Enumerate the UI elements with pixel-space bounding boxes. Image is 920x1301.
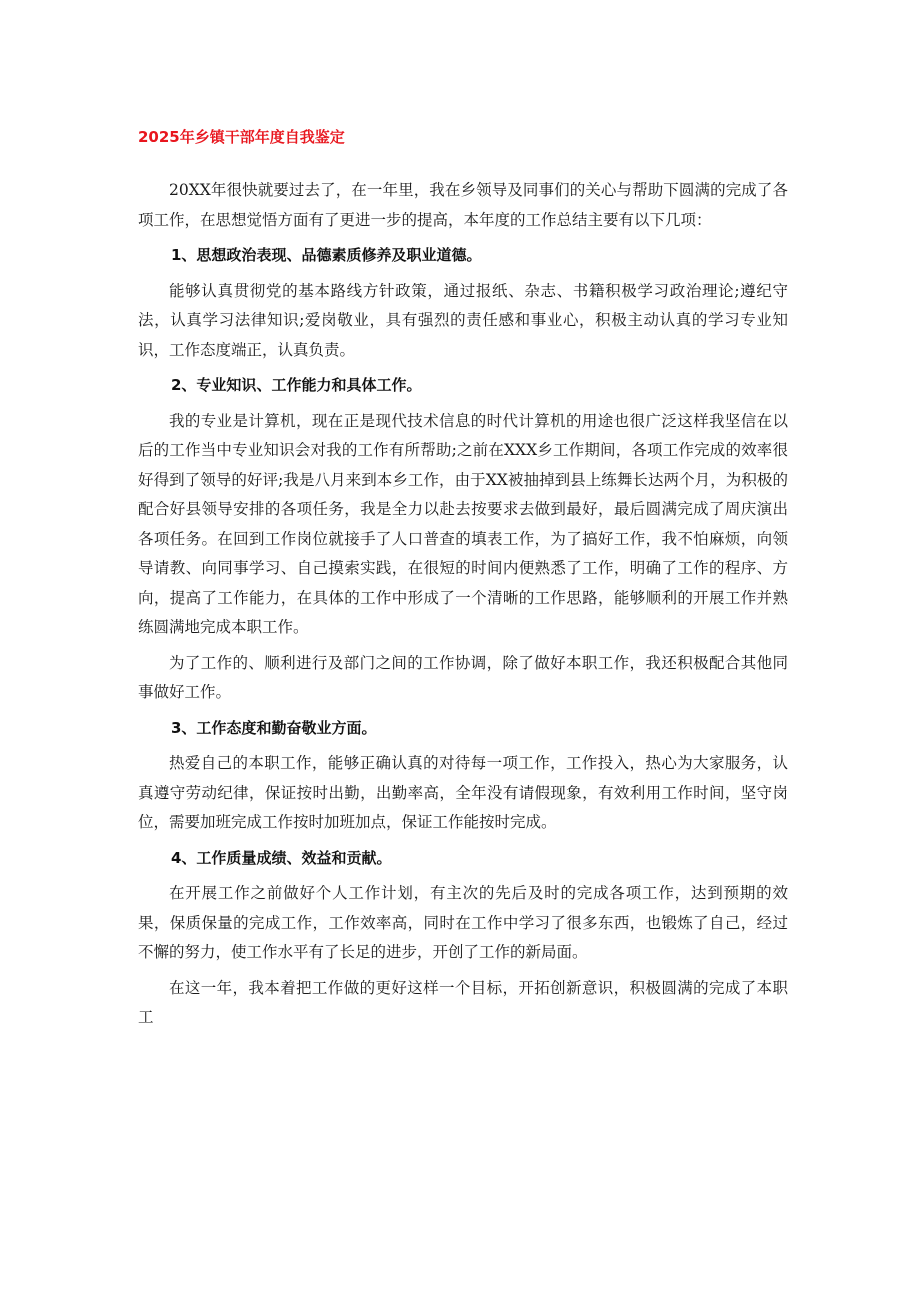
section-2-paragraph-2: 为了工作的、顺利进行及部门之间的工作协调，除了做好本职工作，我还积极配合其他同事做好工作。	[138, 653, 788, 701]
section-3-paragraph-1: 热爱自己的本职工作，能够正确认真的对待每一项工作，工作投入，热心为大家服务，认真遵守劳动纪律，保证按时出勤，出勤率高，全年没有请假现象，有效利用工作时间，坚守岗位，需要加班完成工作按时加班加点，保证工作能按时完成。	[138, 754, 788, 831]
section-heading-3: 3、工作态度和勤奋敬业方面。	[171, 718, 377, 737]
section-heading-4: 4、工作质量成绩、效益和贡献。	[171, 848, 392, 867]
document-title: 2025年乡镇干部年度自我鉴定	[138, 128, 345, 146]
section-heading-2: 2、专业知识、工作能力和具体工作。	[171, 376, 422, 394]
section-1-paragraph-1: 能够认真贯彻党的基本路线方针政策，通过报纸、杂志、书籍积极学习政治理论;遵纪守法，认真学习法律知识;爱岗敬业，具有强烈的责任感和事业心，积极主动认真的学习专业知识，工作态度端正，认真负责。	[138, 281, 788, 359]
section-4-paragraph-2: 在这一年，我本着把工作做的更好这样一个目标，开拓创新意识，积极圆满的完成了本职工	[138, 978, 788, 1026]
section-heading-1: 1、思想政治表现、品德素质修养及职业道德。	[171, 246, 482, 264]
section-2-paragraph-1: 我的专业是计算机，现在正是现代技术信息的时代计算机的用途也很广泛这样我坚信在以后的工作当中专业知识会对我的工作有所帮助;之前在XXX乡工作期间，各项工作完成的效率很好得到了领导的好评;我是八月来到本乡工作，由于XX被抽掉到县上练舞长达两个月，为积极的配合好县领导安排的各项任务，我是全力以赴去按要求去做到最好，最后圆满完成了周庆演出各项任务。在回到工作岗位就接手了人口普查的填表工作，为了搞好工作，我不怕麻烦，向领导请教、向同事学习、自己摸索实践，在很短的时间内便熟悉了工作，明确了工作的程序、方向，提高了工作能力，在具体的工作中形成了一个清晰的工作思路，能够顺利的开展工作并熟练圆满地完成本职工作。	[138, 411, 788, 636]
document-body	[138, 176, 788, 1039]
intro-paragraph: 20XX年很快就要过去了，在一年里，我在乡领导及同事们的关心与帮助下圆满的完成了各项工作，在思想觉悟方面有了更进一步的提高，本年度的工作总结主要有以下几项：	[138, 181, 788, 229]
section-4-paragraph-1: 在开展工作之前做好个人工作计划，有主次的先后及时的完成各项工作，达到预期的效果，保质保量的完成工作，工作效率高，同时在工作中学习了很多东西，也锻炼了自己，经过不懈的努力，使工作水平有了长足的进步，开创了工作的新局面。	[138, 884, 788, 961]
